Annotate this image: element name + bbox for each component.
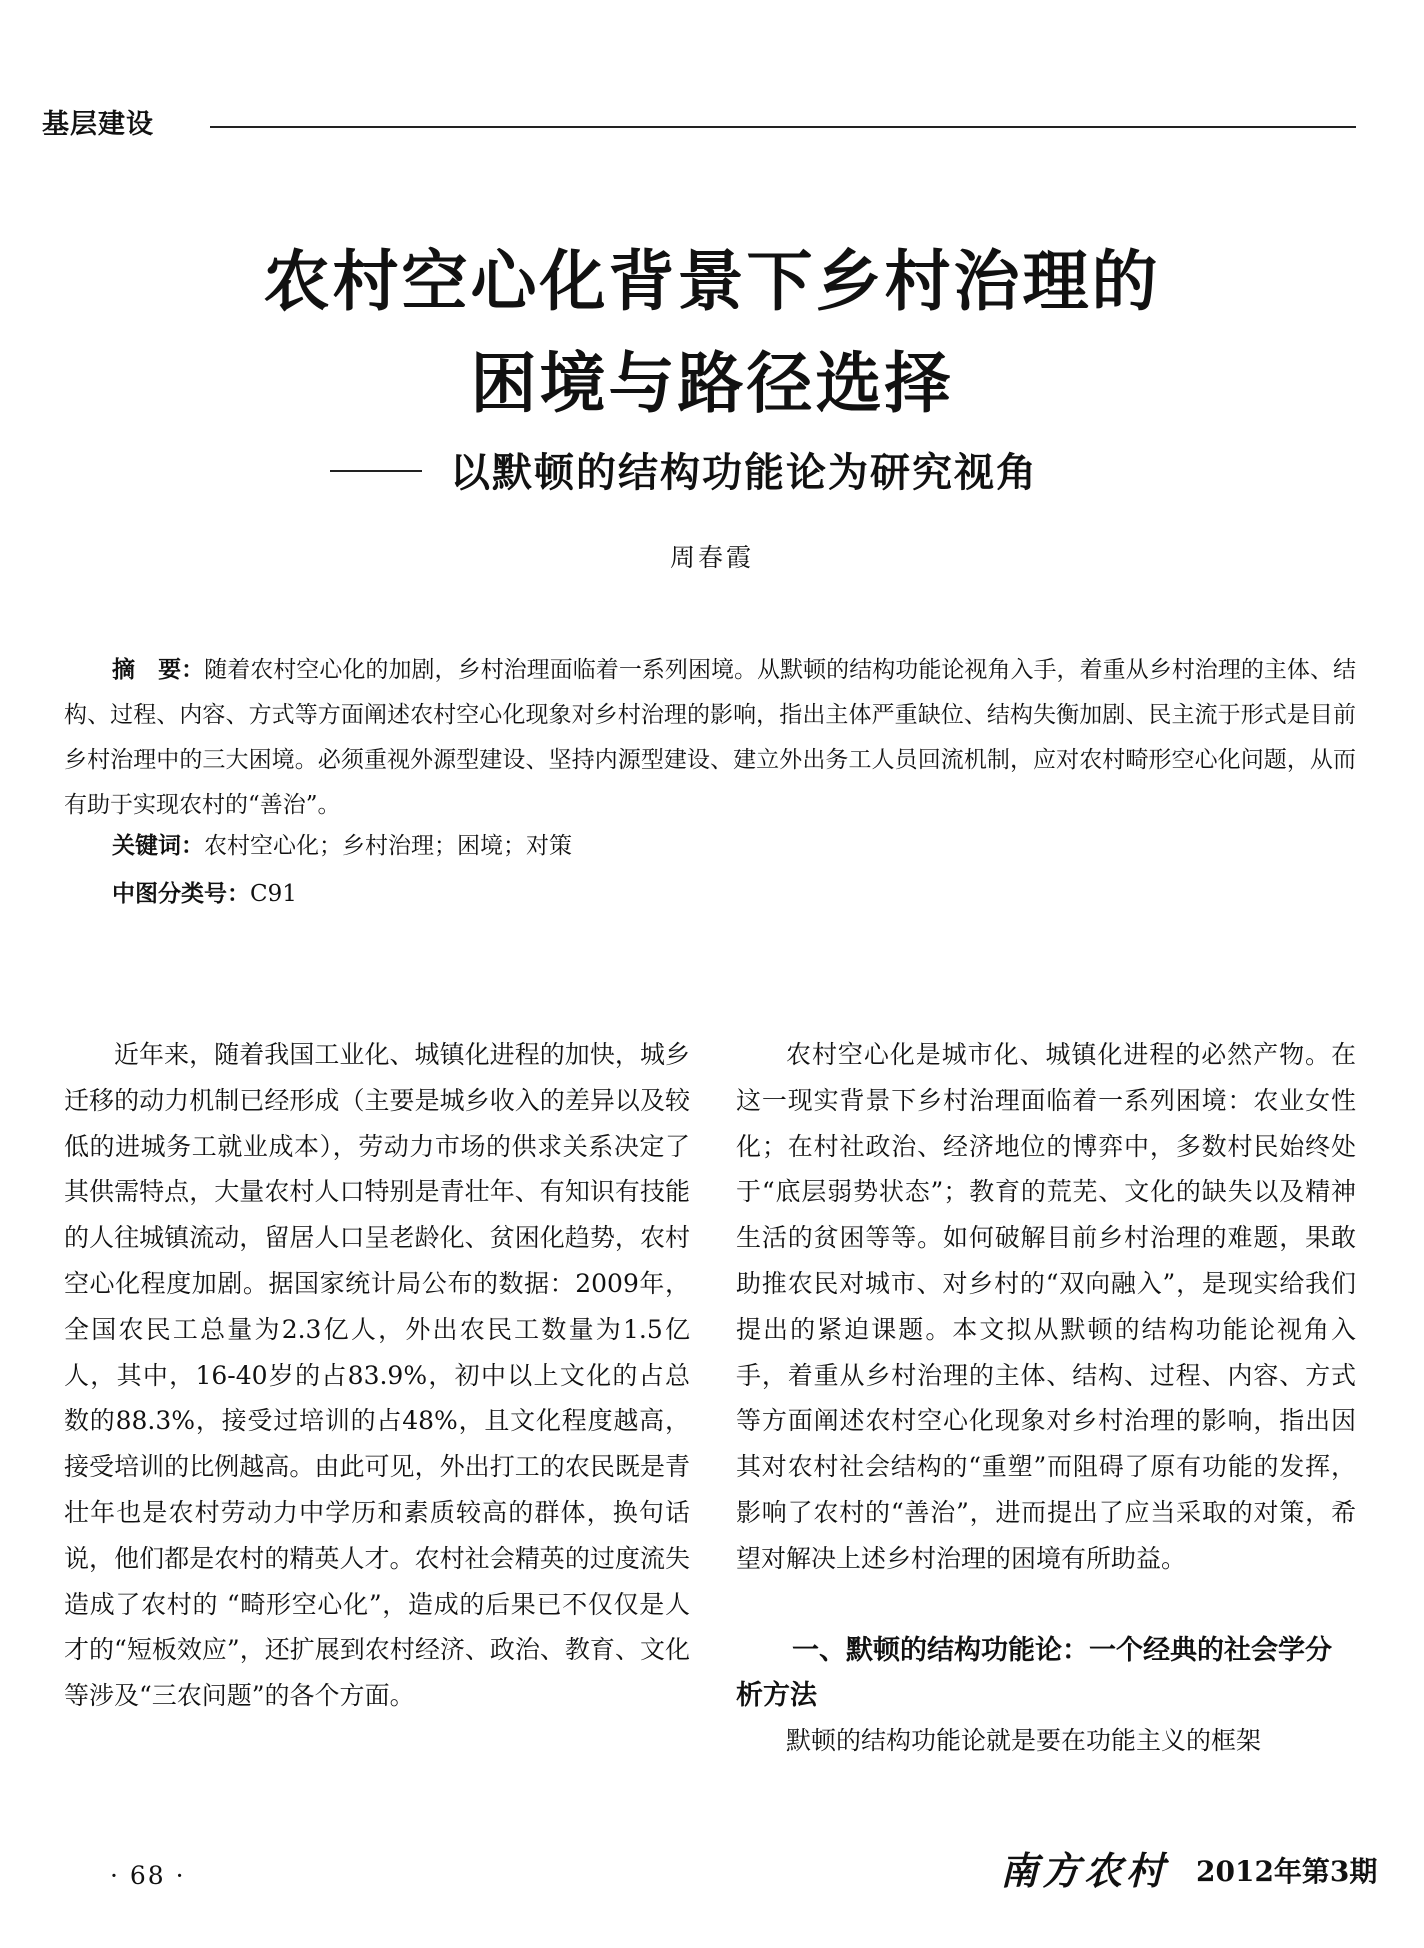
abstract-label: 摘 要：	[112, 657, 205, 683]
subtitle-dash	[330, 470, 422, 472]
section-heading: 一、默顿的结构功能论：一个经典的社会学分析方法	[736, 1634, 1332, 1711]
abstract-text: 随着农村空心化的加剧，乡村治理面临着一系列困境。从默顿的结构功能论视角入手，着重从乡村治理的主体、结构、过程、内容、方式等方面阐述农村空心化现象对乡村治理的影响，指出主体严重缺位、结构失衡加剧、民主流于形式是目前乡村治理中的三大困境。必须重视外源型建设、坚持内源型建设、建立外出务工人员回流机制，应对农村畸形空心化问题，从而有助于实现农村的“善治”。	[64, 657, 1357, 818]
intro-paragraph: 近年来，随着我国工业化、城镇化进程的加快，城乡迁移的动力机制已经形成（主要是城乡收入的差异以及较低的进城务工就业成本），劳动力市场的供求关系决定了其供需特点，大量农村人口特别是青壮年、有知识有技能的人往城镇流动，留居人口呈老龄化、贫困化趋势，农村空心化程度加剧。据国家统计局公布的数据：2009年，全国农民工总量为2.3亿人，外出农民工数量为1.5亿人，其中，16-40岁的占83.9%，初中以上文化的占总数的88.3%，接受过培训的占48%，且文化程度越高，接受培训的比例越高。由此可见，外出打工的农民既是青壮年也是农村劳动力中学历和素质较高的群体，换句话说，他们都是农村的精英人才。农村社会精英的过度流失造成了农村的 “畸形空心化”，造成的后果已不仅仅是人才的“短板效应”，还扩展到农村经济、政治、教育、文化等涉及“三农问题”的各个方面。	[64, 1040, 690, 1711]
article-subtitle	[330, 446, 1230, 500]
article-title-line-2: 困境与路径选择	[470, 345, 954, 422]
page-number: · 68 ·	[110, 1861, 186, 1890]
section-label: 基层建设	[42, 109, 154, 140]
header-divider	[210, 126, 1356, 128]
body-column-left	[64, 1032, 690, 1719]
journal-name: 南方农村	[1000, 1848, 1169, 1893]
article-title-line-1: 农村空心化背景下乡村治理的	[263, 243, 1161, 320]
background-paragraph: 农村空心化是城市化、城镇化进程的必然产物。在这一现实背景下乡村治理面临着一系列困境：农业女性化；在村社政治、经济地位的博弈中，多数村民始终处于“底层弱势状态”；教育的荒芜、文化的缺失以及精神生活的贫困等等。如何破解目前乡村治理的难题，果敢助推农民对城市、对乡村的“双向融入”，是现实给我们提出的紧迫课题。本文拟从默顿的结构功能论视角入手，着重从乡村治理的主体、结构、过程、内容、方式等方面阐述农村空心化现象对乡村治理的影响，指出因其对农村社会结构的“重塑”而阻碍了原有功能的发挥，影响了农村的“善治”，进而提出了应当采取的对策，希望对解决上述乡村治理的困境有所助益。	[736, 1040, 1356, 1573]
section-paragraph: 默顿的结构功能论就是要在功能主义的框架	[786, 1725, 1262, 1755]
classification-text: C91	[250, 881, 297, 907]
keywords	[112, 826, 572, 866]
classification-number	[112, 874, 297, 914]
body-column-right	[736, 1032, 1356, 1763]
journal-issue: 2012年第3期	[1196, 1855, 1378, 1888]
author-name: 周春霞	[669, 543, 754, 572]
abstract	[64, 648, 1356, 828]
subtitle-text: 以默顿的结构功能论为研究视角	[450, 450, 1038, 496]
keywords-text: 农村空心化；乡村治理；困境；对策	[204, 833, 572, 859]
classification-label: 中图分类号：	[112, 881, 250, 907]
keywords-label: 关键词：	[112, 833, 204, 859]
